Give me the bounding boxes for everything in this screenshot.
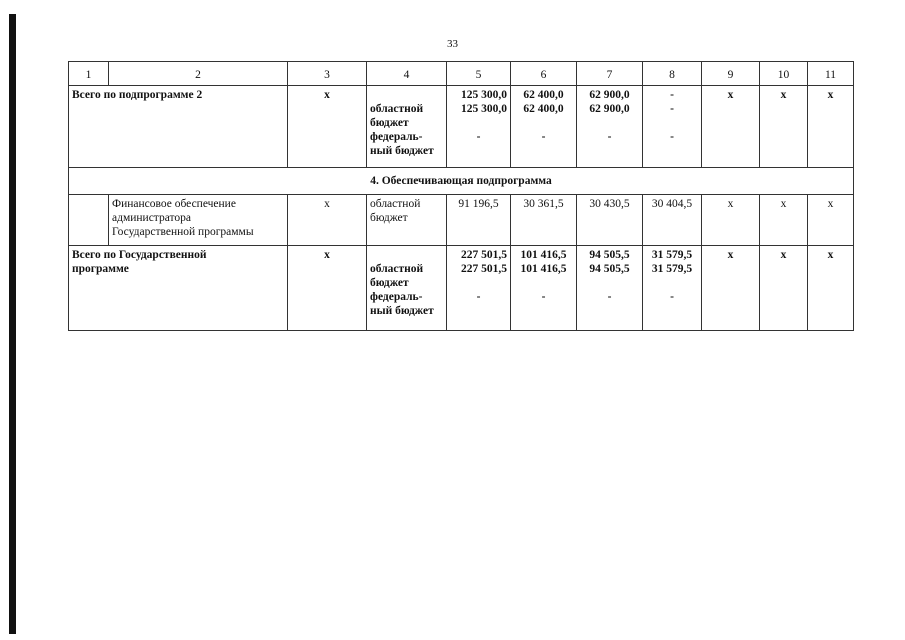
- column-header: 11: [808, 62, 854, 86]
- cell-col10: х: [760, 86, 808, 168]
- row-label: Всего по подпрограмме 2: [69, 86, 288, 168]
- cell-col8: - - -: [643, 86, 702, 168]
- column-header: 6: [511, 62, 577, 86]
- cell-col6: 62 400,0 62 400,0 -: [511, 86, 577, 168]
- cell-col6: 101 416,5 101 416,5 -: [511, 246, 577, 331]
- page-number: 33: [447, 38, 458, 50]
- cell-col5: 125 300,0 125 300,0 -: [447, 86, 511, 168]
- cell-col9: х: [702, 86, 760, 168]
- cell-col7: 30 430,5: [577, 195, 643, 246]
- funding-source-cell: областной бюджет федераль- ный бюджет: [367, 246, 447, 331]
- column-header: 7: [577, 62, 643, 86]
- funding-source-cell: областной бюджет: [367, 195, 447, 246]
- cell-col5: 227 501,5 227 501,5 -: [447, 246, 511, 331]
- column-header: 2: [109, 62, 288, 86]
- cell-col10: х: [760, 195, 808, 246]
- column-header: 5: [447, 62, 511, 86]
- column-header: 10: [760, 62, 808, 86]
- column-header: 1: [69, 62, 109, 86]
- cell-col8: 30 404,5: [643, 195, 702, 246]
- cell-col7: 94 505,5 94 505,5 -: [577, 246, 643, 331]
- cell-col3: х: [288, 246, 367, 331]
- cell-col11: х: [808, 195, 854, 246]
- table-row-financial-support: [69, 195, 854, 246]
- cell-col1: [69, 195, 109, 246]
- cell-col8: 31 579,5 31 579,5 -: [643, 246, 702, 331]
- table-row-total-subprogram-2: [69, 86, 854, 168]
- table-row-total-program: [69, 246, 854, 331]
- cell-col3: х: [288, 195, 367, 246]
- cell-col11: х: [808, 246, 854, 331]
- cell-col3: х: [288, 86, 367, 168]
- column-header: 4: [367, 62, 447, 86]
- binding-bar: [9, 14, 16, 634]
- cell-col5: 91 196,5: [447, 195, 511, 246]
- cell-col9: х: [702, 195, 760, 246]
- budget-table: [68, 61, 854, 331]
- cell-name: Финансовое обеспечение администратора Государственной программы: [109, 195, 288, 246]
- column-number-row: [69, 62, 854, 86]
- column-header: 8: [643, 62, 702, 86]
- cell-col9: х: [702, 246, 760, 331]
- column-header: 3: [288, 62, 367, 86]
- cell-col11: х: [808, 86, 854, 168]
- row-label: Всего по Государственной программе: [69, 246, 288, 331]
- cell-col10: х: [760, 246, 808, 331]
- cell-col7: 62 900,0 62 900,0 -: [577, 86, 643, 168]
- funding-source-cell: областной бюджет федераль- ный бюджет: [367, 86, 447, 168]
- column-header: 9: [702, 62, 760, 86]
- section-title: 4. Обеспечивающая подпрограмма: [69, 168, 854, 195]
- section-title-row: [69, 168, 854, 195]
- cell-col6: 30 361,5: [511, 195, 577, 246]
